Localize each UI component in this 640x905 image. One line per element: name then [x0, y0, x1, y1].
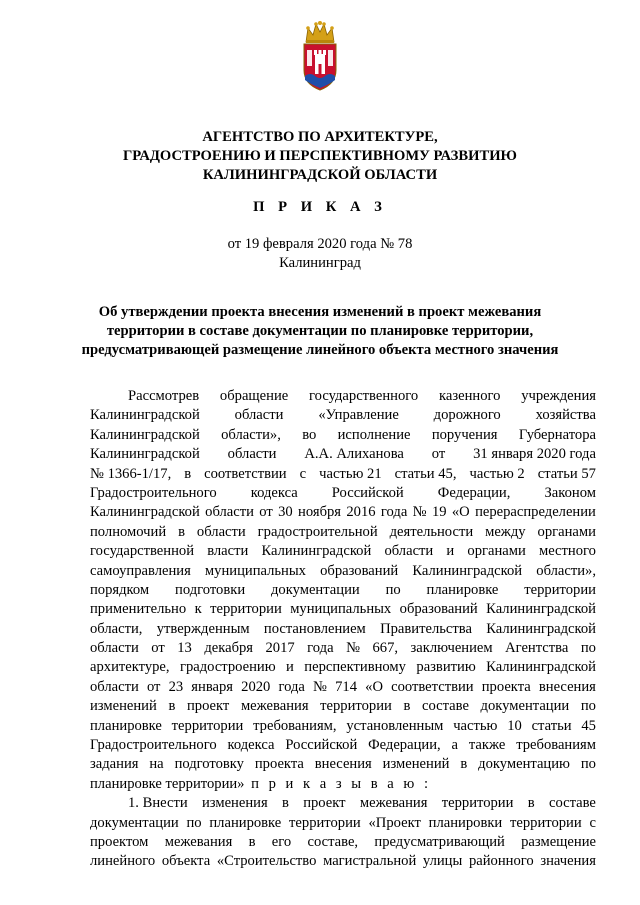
body-word: в [248, 833, 256, 850]
body-word: заключением [410, 640, 493, 657]
body-word: № [412, 504, 427, 521]
body-word: территории [510, 814, 582, 831]
agency-header-line: АГЕНТСТВО ПО АРХИТЕКТУРЕ, [202, 129, 438, 145]
body-word: образований [320, 562, 399, 579]
body-word: ноября [298, 504, 342, 521]
body-word: размещение [521, 833, 596, 850]
body-word: статьи 45, [394, 465, 457, 482]
subject-line: территории в составе документации по планировке территории, [106, 323, 534, 339]
body-word: 31 января 2020 года [473, 446, 596, 463]
body-word: планировке [209, 814, 282, 831]
body-word: года [380, 504, 408, 521]
body-word: Законом [544, 484, 596, 501]
body-word: межевания [164, 833, 233, 850]
body-word: территории [171, 717, 244, 734]
body-word: составе [421, 698, 469, 715]
body-word: районного [468, 853, 534, 870]
body-word: от [259, 504, 273, 521]
body-word: между [485, 523, 526, 540]
body-word: в [460, 756, 468, 773]
body-word: с [299, 465, 307, 482]
body-word: области [90, 640, 139, 657]
body-word: государственного [309, 388, 419, 404]
body-text-line [90, 562, 596, 581]
body-word: применительно [90, 601, 187, 618]
body-word: предусматривающий [374, 833, 505, 850]
body-word: Калининградской [486, 620, 596, 637]
body-word: постановлением [263, 620, 366, 637]
body-word: 1. Внести [128, 795, 188, 812]
body-text-line [90, 542, 596, 561]
body-word: статьи [531, 717, 572, 734]
body-word: № 1366-1/17, [90, 465, 172, 482]
body-word: частью [453, 717, 498, 734]
body-word: области [227, 446, 277, 463]
body-word: значения [540, 853, 596, 870]
body-word: области [205, 504, 254, 521]
body-word: года [307, 640, 334, 657]
body-word: хозяйства [535, 407, 596, 424]
body-word: в [527, 795, 535, 812]
body-word: Калининградской [90, 446, 200, 463]
body-word: территории [524, 581, 596, 598]
body-word: кодекса [227, 737, 275, 754]
body-word: местного [538, 543, 596, 560]
order-subject [0, 303, 640, 360]
body-word: января [191, 678, 234, 695]
body-word: документации [271, 581, 360, 598]
body-word: обращение [219, 388, 289, 404]
body-word: Калининградской [412, 562, 523, 579]
body-word: Рассмотрев [128, 388, 200, 404]
body-word: Калининградской [90, 426, 200, 443]
body-word: № [313, 678, 327, 695]
body-text-fragment: планировке территории» [90, 775, 245, 792]
body-word: документации [90, 814, 179, 831]
body-text-line [90, 678, 596, 697]
body-word: и [446, 543, 455, 560]
body-word: улицы [422, 853, 463, 870]
body-word: проекта [254, 756, 304, 773]
body-word: от [431, 446, 446, 463]
body-word: линейного [90, 853, 156, 870]
body-word: 19 [431, 504, 447, 521]
body-word: области, [90, 620, 143, 637]
body-word: 2020 [241, 678, 271, 695]
body-word: составе, [307, 833, 359, 850]
body-word: также [468, 737, 506, 754]
body-word: области», [221, 426, 281, 443]
body-word: в [184, 465, 192, 482]
body-text-line [90, 387, 596, 406]
body-word: 714 [335, 678, 357, 695]
body-word: межевания [240, 698, 309, 715]
body-text-line [90, 465, 596, 484]
body-text-line [90, 620, 596, 639]
body-text-line [90, 833, 596, 852]
body-word: территории [441, 795, 514, 812]
body-word: в [168, 698, 176, 715]
body-word: деятельности [389, 523, 474, 540]
body-text-line [90, 658, 596, 677]
body-text-line [90, 736, 596, 755]
body-word: Калининградской [486, 659, 596, 676]
body-word: от [151, 640, 165, 657]
body-word: дорожного [433, 407, 501, 424]
body-word: Градостроительного [90, 737, 217, 754]
body-word: области [196, 523, 246, 540]
body-word: проектом [90, 833, 149, 850]
body-word: градостроительной [257, 523, 378, 540]
body-word: области [384, 543, 434, 560]
body-word: утвержденным [156, 620, 250, 637]
body-word: требованиям, [253, 717, 337, 734]
body-text-line [90, 639, 596, 658]
body-word: Федерации, [437, 484, 511, 501]
body-word: от [146, 678, 161, 695]
body-word: Федерации, [368, 737, 441, 754]
body-word: Российской [331, 484, 404, 501]
body-word: перераспределении [475, 504, 596, 521]
body-text-line [90, 794, 596, 813]
body-word: образований [399, 601, 478, 618]
body-text-line [90, 814, 596, 833]
body-word: развитию [416, 659, 476, 676]
body-text-line [90, 717, 596, 736]
body-word: 30 [278, 504, 293, 521]
body-word: Российской [285, 737, 358, 754]
body-text-line [90, 755, 596, 774]
body-word: «О [451, 504, 470, 521]
body-word: 45 [581, 717, 596, 734]
body-word: внесения [538, 678, 596, 695]
body-text-line [90, 600, 596, 619]
body-word: соответствии [391, 678, 474, 695]
body-word: исполнение [337, 426, 411, 443]
body-word: планировки [428, 814, 503, 831]
body-word: установленным [346, 717, 444, 734]
body-text-line [90, 523, 596, 542]
body-word: по [385, 581, 401, 598]
body-word: проект [186, 698, 230, 715]
body-word: документацию [478, 756, 570, 773]
body-word: соответствии [204, 465, 287, 482]
body-word: порядком [90, 581, 150, 598]
body-word: Градостроительного [90, 484, 217, 501]
body-text-line [90, 852, 596, 871]
body-text-line [90, 581, 596, 600]
body-word: кодекса [250, 484, 298, 501]
agency-header [0, 128, 640, 185]
body-word: в [281, 795, 289, 812]
body-word: «Управление [318, 407, 399, 424]
body-word: в [403, 698, 411, 715]
body-word: на [149, 756, 164, 773]
order-keyword: п р и к а з ы в а ю : [251, 775, 432, 792]
body-word: частью 2 [469, 465, 525, 482]
order-body [90, 387, 596, 872]
body-word: в [178, 523, 185, 540]
body-word: 2017 [265, 640, 295, 657]
body-word: требованиям [516, 737, 596, 754]
body-word: Калининградской [486, 601, 596, 618]
body-text-line [90, 503, 596, 522]
body-word: области», [536, 562, 596, 579]
body-word: изменения [201, 795, 268, 812]
city-name: Калининград [279, 255, 361, 271]
body-word: документации [480, 698, 570, 715]
body-word: по [580, 640, 596, 657]
body-word: по [580, 698, 596, 715]
body-word: изменений [382, 756, 450, 773]
body-word: государственной [90, 543, 195, 560]
body-word: декабря [204, 640, 254, 657]
body-word: муниципальных [290, 601, 392, 618]
body-word: его [271, 833, 292, 850]
body-word: «О [365, 678, 383, 695]
body-word: по [186, 814, 202, 831]
body-word: составе [548, 795, 596, 812]
body-text-line [90, 775, 596, 794]
body-word: планировке [90, 717, 162, 734]
body-word: 667, [372, 640, 399, 657]
body-word: органами [537, 523, 596, 540]
body-word: межевания [359, 795, 428, 812]
body-text-line [90, 426, 596, 445]
body-word: А.А. Алиханова [304, 446, 404, 463]
subject-line: Об утверждении проекта внесения изменений в проект межевания [98, 304, 542, 320]
body-word: планировке [426, 581, 499, 598]
body-word: объекта [161, 853, 211, 870]
order-date-number: от 19 февраля 2020 года № 78 [227, 236, 413, 252]
body-word: «Проект [368, 814, 421, 831]
body-word: к [194, 601, 202, 618]
body-word: учреждения [521, 388, 596, 404]
body-word: территории [289, 814, 361, 831]
document-type-title: П Р И К А З [253, 199, 387, 215]
body-word: 23 [168, 678, 184, 695]
body-word: и [286, 659, 294, 676]
body-word: Калининградской [90, 504, 200, 521]
body-word: казенного [438, 388, 501, 404]
body-word: архитектуре, [90, 659, 170, 676]
body-text-line [90, 697, 596, 716]
body-word: Калининградской [261, 543, 372, 560]
body-word: власти [207, 543, 249, 560]
body-word: перспективному [304, 659, 406, 676]
body-word: 10 [507, 717, 522, 734]
body-word: градостроению [179, 659, 276, 676]
body-word: проекта [481, 678, 531, 695]
body-word: органами [467, 543, 526, 560]
body-word: изменений [90, 698, 157, 715]
body-text-line [90, 406, 596, 425]
body-word: № [346, 640, 360, 657]
date-and-place [0, 235, 640, 273]
body-word: во [302, 426, 317, 443]
body-word: с [589, 814, 596, 831]
body-word: полномочий [90, 523, 167, 540]
body-word: Калининградской [90, 407, 200, 424]
body-word: задания [90, 756, 139, 773]
kaliningrad-coat-of-arms-icon [300, 20, 340, 92]
body-word: Правительства [380, 620, 472, 637]
body-word: 2016 [346, 504, 376, 521]
body-word: подготовку [174, 756, 244, 773]
body-word: магистральной [323, 853, 417, 870]
body-word: области [234, 407, 284, 424]
body-word: по [580, 756, 596, 773]
body-word: статьи 57 [537, 465, 596, 482]
body-word: самоуправления [90, 562, 191, 579]
body-word: области [90, 678, 139, 695]
body-word: муниципальных [204, 562, 306, 579]
body-word: территории [210, 601, 282, 618]
body-word: поручения [431, 426, 498, 443]
body-word: «Строительство [216, 853, 317, 870]
body-word: а [451, 737, 458, 754]
body-word: Агентства [505, 640, 569, 657]
agency-header-line: ГРАДОСТРОЕНИЮ И ПЕРСПЕКТИВНОМУ РАЗВИТИЮ [123, 148, 517, 164]
body-word: территории [320, 698, 392, 715]
body-word: частью 21 [319, 465, 382, 482]
body-word: Губернатора [518, 426, 596, 443]
subject-line: предусматривающей размещение линейного объекта местного значения [81, 342, 559, 358]
body-word: внесения [314, 756, 372, 773]
agency-header-line: КАЛИНИНГРАДСКОЙ ОБЛАСТИ [202, 167, 438, 183]
body-word: проект [303, 795, 346, 812]
body-word: 13 [177, 640, 192, 657]
body-text-line [90, 484, 596, 503]
body-word: года [278, 678, 305, 695]
body-word: подготовки [175, 581, 246, 598]
body-text-line [90, 445, 596, 464]
